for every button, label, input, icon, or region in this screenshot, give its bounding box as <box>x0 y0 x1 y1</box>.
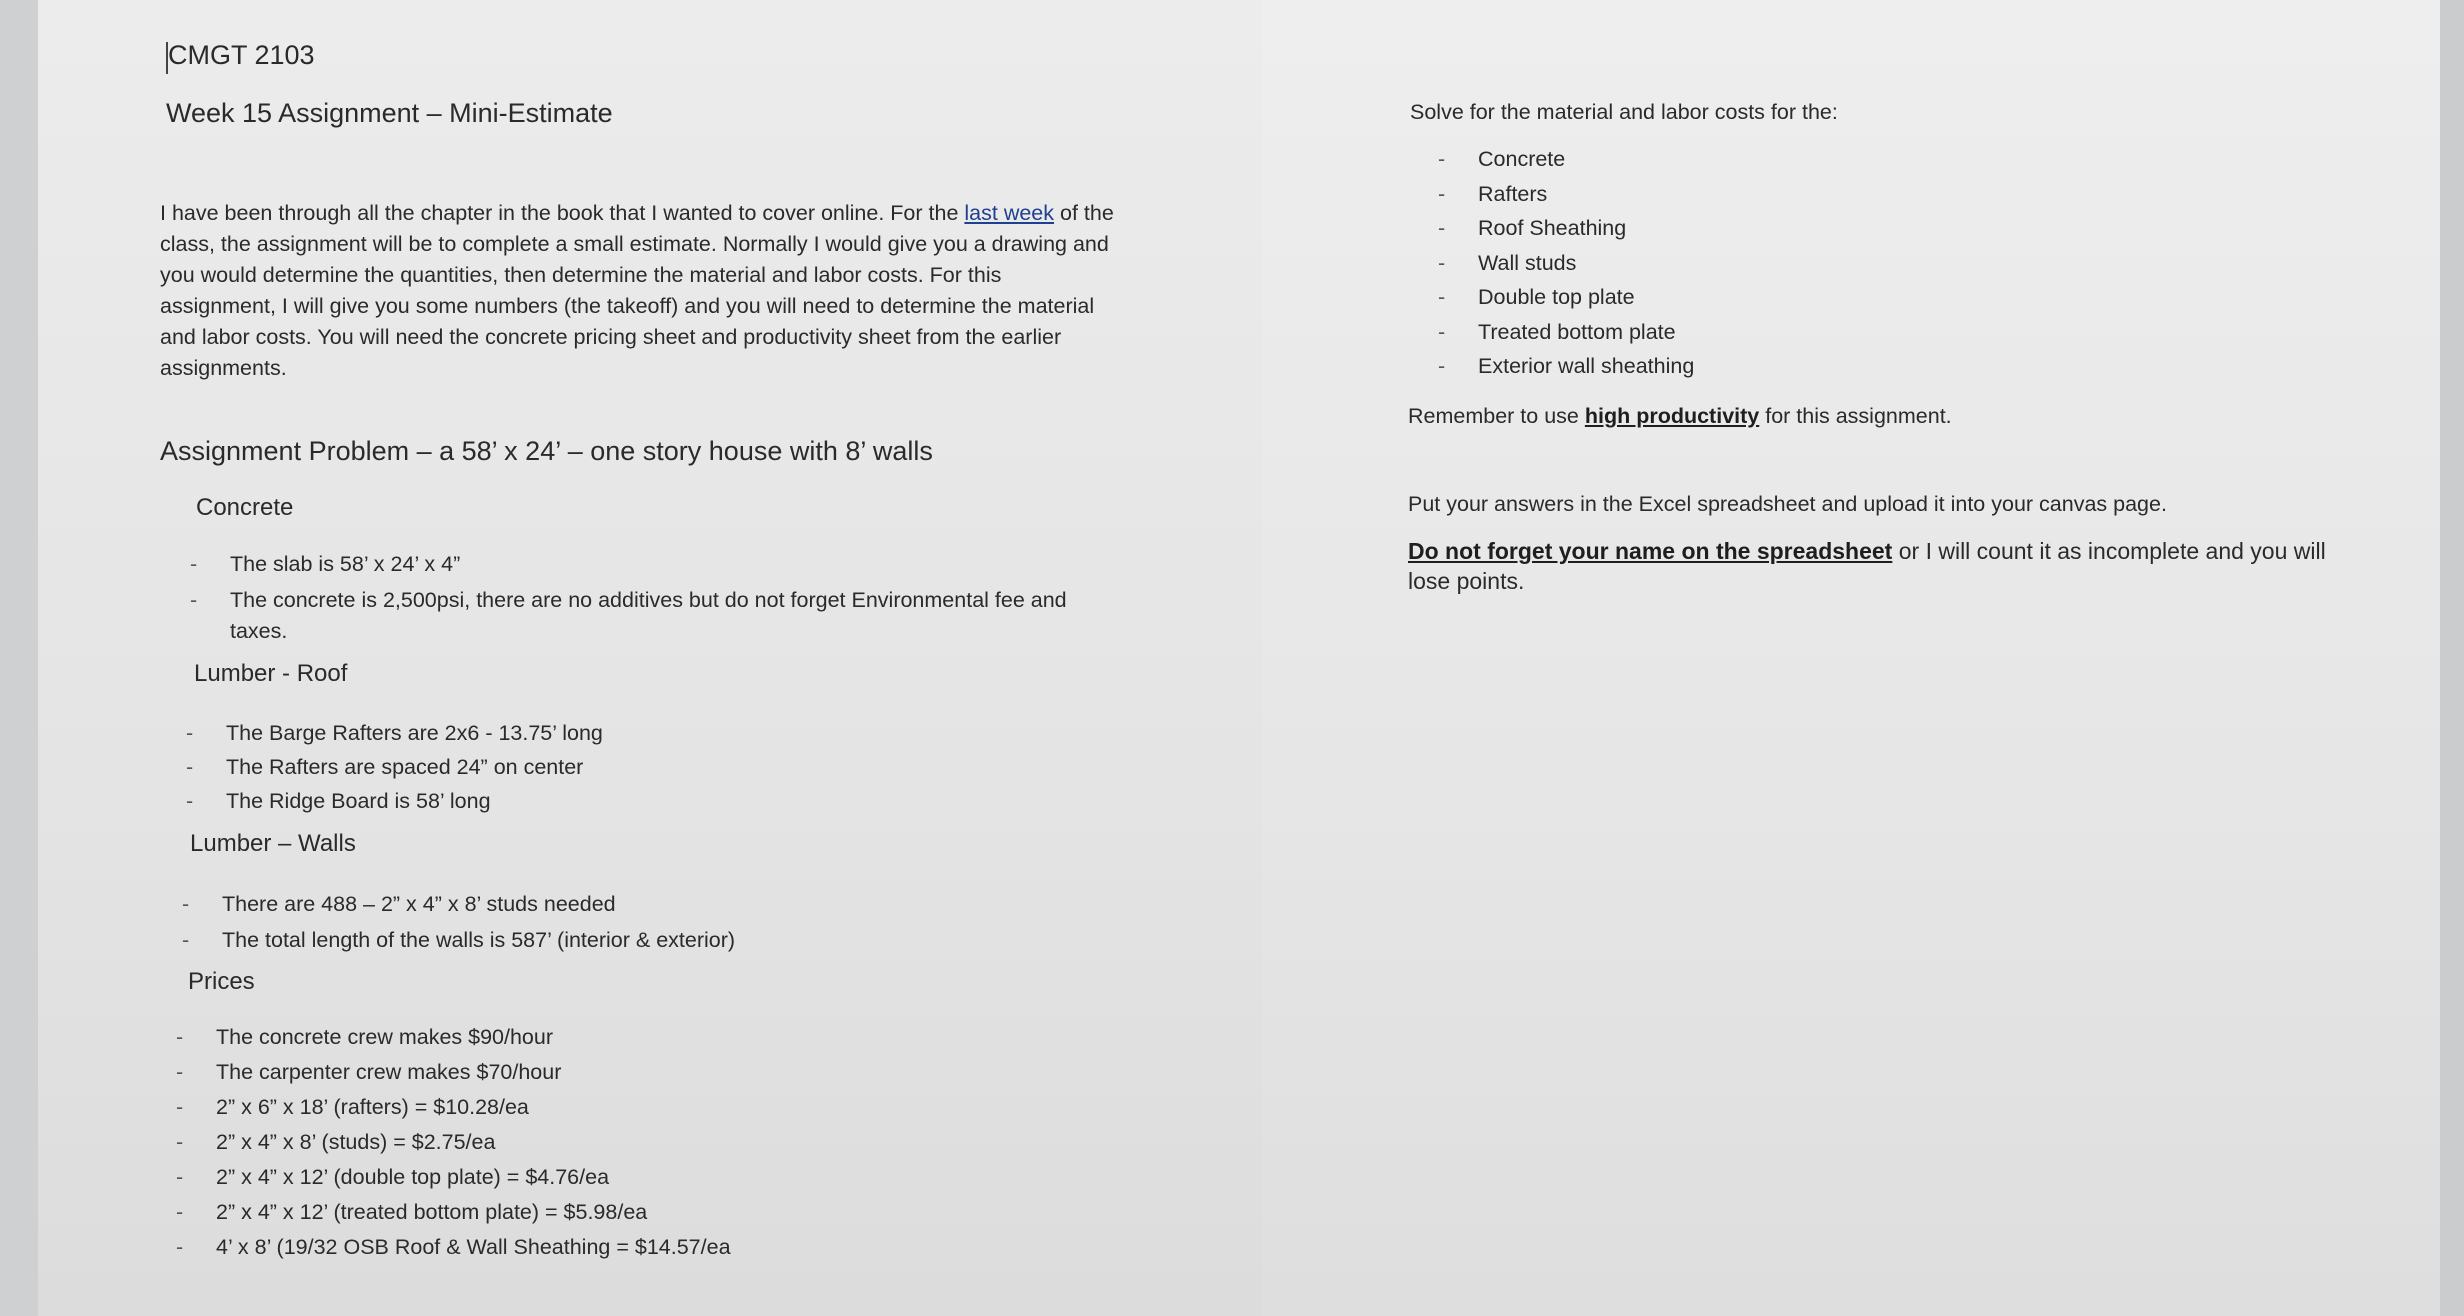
list-item: - 2” x 4” x 12’ (treated bottom plate) = $5.98/ea <box>176 1195 731 1230</box>
list-item: - 2” x 4” x 8’ (studs) = $2.75/ea <box>176 1125 731 1160</box>
walls-heading: Lumber – Walls <box>190 830 356 857</box>
solve-intro: Solve for the material and labor costs for the: <box>1410 100 1838 124</box>
assignment-title: Week 15 Assignment – Mini-Estimate <box>166 98 613 128</box>
problem-title: Assignment Problem – a 58’ x 24’ – one story house with 8’ walls <box>160 436 933 466</box>
high-productivity-emphasis: high productivity <box>1584 404 1760 428</box>
prices-list <box>176 1020 731 1265</box>
course-code: CMGT 2103 <box>168 40 315 70</box>
list-item: - Wall studs <box>1438 246 1694 281</box>
list-item: - There are 488 – 2” x 4” x 8’ studs needed <box>182 886 735 922</box>
roof-list <box>186 716 603 818</box>
prices-heading: Prices <box>188 968 255 995</box>
intro-text-rest: of the class, the assignment will be to complete a small estimate. Normally I would give you a drawing and you would determine the quantities, then determine the material and labor costs. For this assignment, I will give you some numbers (the takeoff) and you will need to determine the material and labor costs. You will need the concrete pricing sheet and productivity sheet from the earlier assignments. <box>160 201 1114 380</box>
list-item: - Exterior wall sheathing <box>1438 349 1694 384</box>
list-item: - The carpenter crew makes $70/hour <box>176 1055 731 1090</box>
list-item: - The total length of the walls is 587’ (interior & exterior) <box>182 922 735 958</box>
solve-list <box>1438 142 1694 384</box>
screen-edge <box>2440 0 2464 1316</box>
list-item: - 2” x 4” x 12’ (double top plate) = $4.76/ea <box>176 1160 731 1195</box>
productivity-reminder: Remember to use high productivity for this assignment. <box>1408 404 1952 428</box>
concrete-heading: Concrete <box>196 494 294 521</box>
list-item: - Roof Sheathing <box>1438 211 1694 246</box>
list-item: - Concrete <box>1438 142 1694 177</box>
upload-instructions: Put your answers in the Excel spreadsheet and upload it into your canvas page. <box>1408 492 2167 516</box>
concrete-list <box>190 546 1067 644</box>
list-item: - The Barge Rafters are 2x6 - 13.75’ long <box>186 716 603 750</box>
list-item: - 4’ x 8’ (19/32 OSB Roof & Wall Sheathing = $14.57/ea <box>176 1230 731 1265</box>
roof-heading: Lumber - Roof <box>194 660 348 687</box>
list-item: - 2” x 6” x 18’ (rafters) = $10.28/ea <box>176 1090 731 1125</box>
list-item: - Double top plate <box>1438 280 1694 315</box>
list-item-continuation: taxes. <box>230 619 288 643</box>
intro-paragraph <box>160 198 1120 384</box>
name-warning-emphasis: Do not forget your name on the spreadsheet <box>1408 538 1893 564</box>
list-item: - Treated bottom plate <box>1438 315 1694 350</box>
intro-text-start: I have been through all the chapter in the book that I wanted to cover online. For the <box>160 201 965 225</box>
list-item: - The slab is 58’ x 24’ x 4” <box>190 546 1067 582</box>
name-warning: Do not forget your name on the spreadsheet or I will count it as incomplete and you will lose points. <box>1408 538 2326 594</box>
list-item: - The concrete crew makes $90/hour <box>176 1020 731 1055</box>
list-item: - The Rafters are spaced 24” on center <box>186 750 603 784</box>
list-item: - The concrete is 2,500psi, there are no additives but do not forget Environmental fee and <box>190 582 1067 618</box>
list-item: - Rafters <box>1438 177 1694 212</box>
walls-list <box>182 886 735 958</box>
list-item: - The Ridge Board is 58’ long <box>186 784 603 818</box>
last-week-link[interactable]: last week <box>964 201 1055 225</box>
